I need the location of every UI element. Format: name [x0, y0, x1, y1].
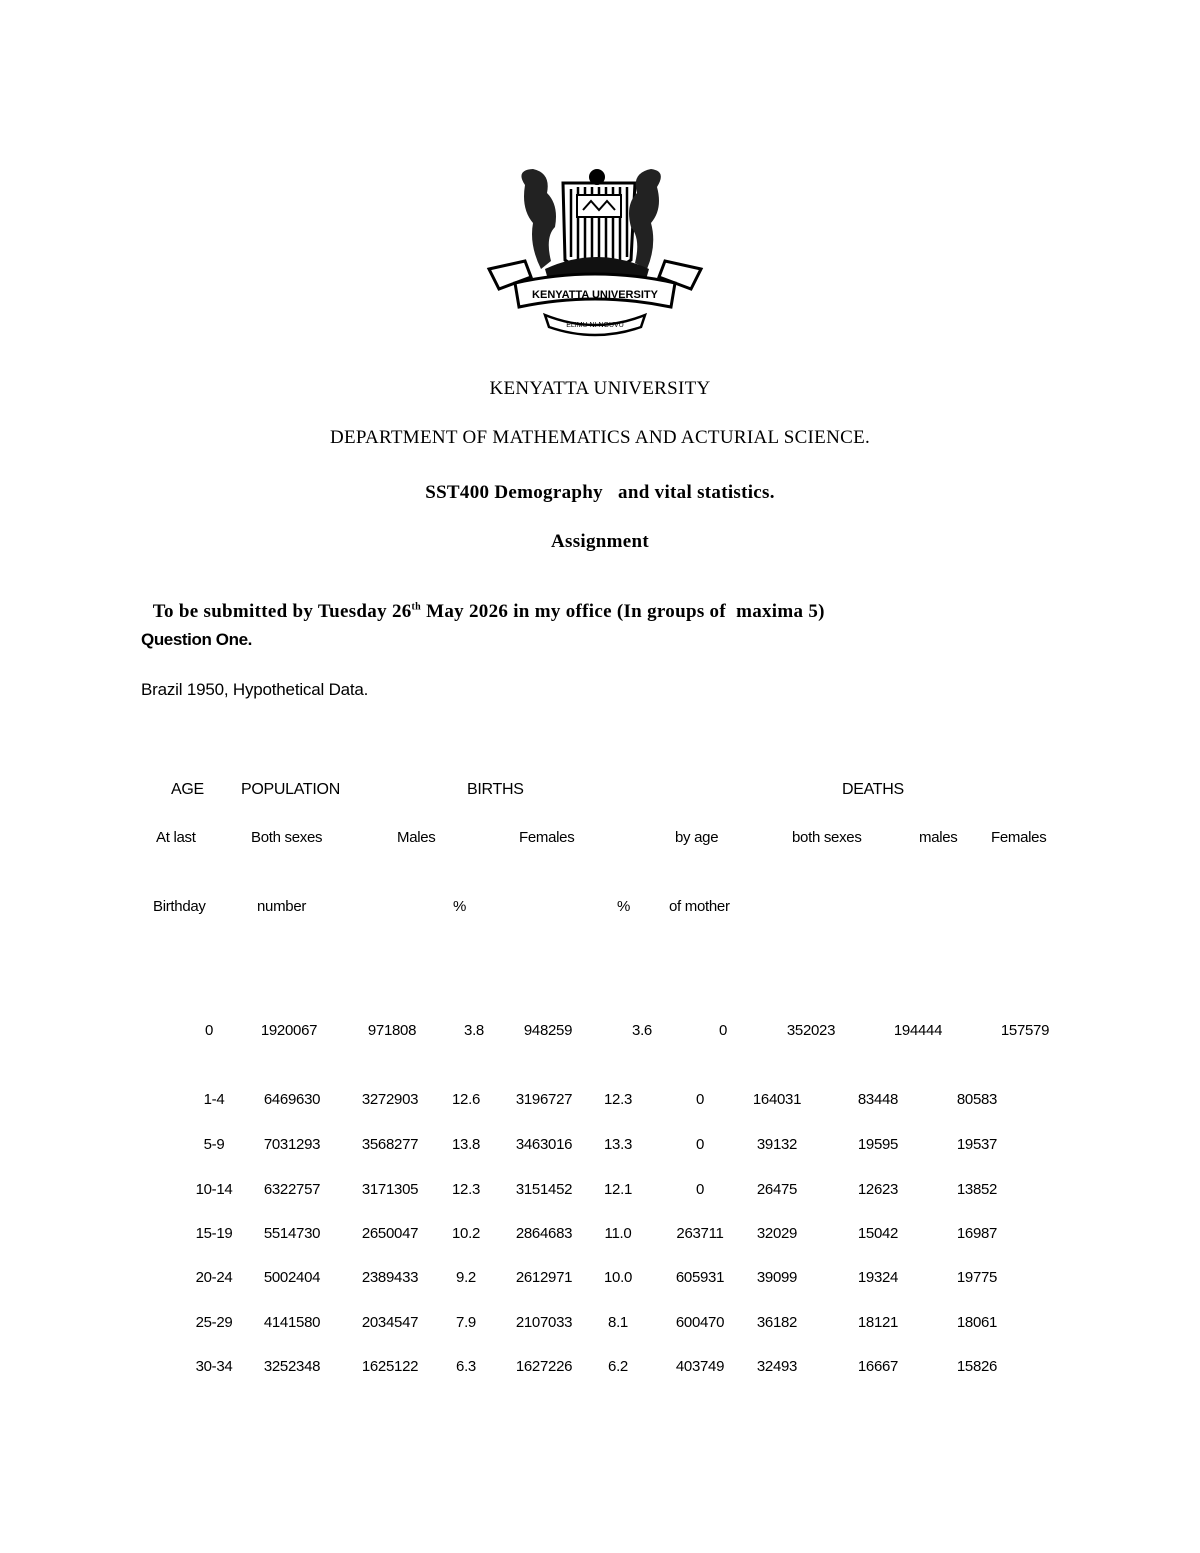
cell-births-by-age-of-mother: 0: [695, 1091, 705, 1108]
cell-births-by-age-of-mother: 263711: [676, 1225, 724, 1242]
cell-population-both-sexes: 6469630: [263, 1091, 321, 1108]
cell-population-both-sexes: 3252348: [263, 1358, 321, 1375]
subheader-male-percent: %: [453, 898, 467, 915]
cell-births-males: 971808: [367, 1022, 417, 1039]
cell-deaths-males: 12623: [857, 1181, 899, 1198]
cell-births-females: 2612971: [515, 1269, 573, 1286]
cell-births-females-percent: 10.0: [604, 1269, 632, 1286]
cell-age: 1-4: [203, 1091, 225, 1108]
subheader-females: Females: [519, 829, 575, 846]
cell-age: 30-34: [195, 1358, 233, 1375]
cell-deaths-both-sexes: 32029: [756, 1225, 798, 1242]
cell-age: 20-24: [195, 1269, 233, 1286]
cell-population-both-sexes: 5002404: [263, 1269, 321, 1286]
cell-deaths-both-sexes: 164031: [752, 1091, 802, 1108]
cell-births-females-percent: 6.2: [608, 1358, 628, 1375]
cell-deaths-both-sexes: 36182: [756, 1314, 798, 1331]
cell-age: 10-14: [195, 1181, 233, 1198]
cell-births-males: 3568277: [361, 1136, 419, 1153]
cell-births-by-age-of-mother: 600470: [675, 1314, 725, 1331]
cell-births-males: 3272903: [361, 1091, 419, 1108]
cell-births-males: 2034547: [361, 1314, 419, 1331]
subheader-both-sexes: Both sexes: [251, 829, 323, 846]
cell-deaths-females: 19775: [956, 1269, 998, 1286]
subheader-deaths-both-sexes: both sexes: [792, 829, 862, 846]
subheader-birthday: Birthday: [153, 898, 206, 915]
cell-deaths-females: 80583: [956, 1091, 998, 1108]
cell-deaths-males: 19595: [857, 1136, 899, 1153]
cell-births-by-age-of-mother: 0: [718, 1022, 728, 1039]
cell-deaths-both-sexes: 26475: [756, 1181, 798, 1198]
cell-population-both-sexes: 6322757: [263, 1181, 321, 1198]
cell-births-females-percent: 13.3: [604, 1136, 632, 1153]
cell-deaths-males: 18121: [857, 1314, 899, 1331]
cell-age: 25-29: [195, 1314, 233, 1331]
cell-births-males-percent: 12.3: [452, 1181, 480, 1198]
subheader-by-age: by age: [675, 829, 719, 846]
cell-births-males-percent: 9.2: [456, 1269, 476, 1286]
cell-births-females: 2107033: [515, 1314, 573, 1331]
cell-births-by-age-of-mother: 605931: [675, 1269, 725, 1286]
document-type: Assignment: [550, 531, 649, 552]
cell-births-males-percent: 7.9: [456, 1314, 476, 1331]
deadline-text-start: To be submitted by Tuesday 26: [152, 601, 412, 622]
header-deaths: DEATHS: [842, 781, 904, 798]
cell-births-males: 3171305: [361, 1181, 419, 1198]
cell-deaths-both-sexes: 39099: [756, 1269, 798, 1286]
cell-births-females-percent: 3.6: [632, 1022, 652, 1039]
cell-deaths-females: 18061: [956, 1314, 998, 1331]
cell-population-both-sexes: 4141580: [263, 1314, 321, 1331]
cell-deaths-females: 19537: [956, 1136, 998, 1153]
cell-births-by-age-of-mother: 0: [695, 1136, 705, 1153]
submission-deadline: [143, 579, 825, 623]
cell-age: 0: [204, 1022, 214, 1039]
cell-deaths-females: 15826: [956, 1358, 998, 1375]
cell-births-males-percent: 3.8: [464, 1022, 484, 1039]
cell-births-females: 1627226: [515, 1358, 573, 1375]
cell-births-females: 3463016: [515, 1136, 573, 1153]
cell-births-males-percent: 6.3: [456, 1358, 476, 1375]
cell-deaths-males: 194444: [893, 1022, 943, 1039]
cell-births-females: 3196727: [515, 1091, 573, 1108]
cell-age: 15-19: [195, 1225, 233, 1242]
cell-births-by-age-of-mother: 403749: [675, 1358, 725, 1375]
cell-births-by-age-of-mother: 0: [695, 1181, 705, 1198]
cell-births-females-percent: 12.3: [604, 1091, 632, 1108]
cell-deaths-males: 15042: [857, 1225, 899, 1242]
cell-births-males-percent: 12.6: [452, 1091, 480, 1108]
header-population: POPULATION: [241, 781, 340, 798]
cell-births-males: 1625122: [361, 1358, 419, 1375]
university-name: KENYATTA UNIVERSITY: [489, 378, 711, 399]
subheader-at-last: At last: [156, 829, 196, 846]
cell-births-females: 948259: [523, 1022, 573, 1039]
department-name: DEPARTMENT OF MATHEMATICS AND ACTURIAL SCIENCE.: [329, 427, 871, 448]
seal-motto: ELIMU NI NGUVU: [566, 322, 624, 329]
subheader-deaths-males: males: [919, 829, 958, 846]
cell-population-both-sexes: 1920067: [260, 1022, 318, 1039]
cell-age: 5-9: [203, 1136, 225, 1153]
cell-births-males: 2389433: [361, 1269, 419, 1286]
header-age: AGE: [171, 781, 204, 798]
cell-deaths-both-sexes: 39132: [756, 1136, 798, 1153]
cell-deaths-females: 16987: [956, 1225, 998, 1242]
cell-births-males-percent: 10.2: [452, 1225, 480, 1242]
deadline-superscript: th: [411, 601, 422, 613]
cell-deaths-females: 13852: [956, 1181, 998, 1198]
deadline-text-end: May 2026 in my office (In groups of maxima 5): [421, 601, 825, 622]
cell-deaths-both-sexes: 32493: [756, 1358, 798, 1375]
university-seal: [485, 165, 705, 345]
cell-births-females: 3151452: [515, 1181, 573, 1198]
subheader-deaths-females: Females: [991, 829, 1047, 846]
header-births: BIRTHS: [467, 781, 524, 798]
cell-population-both-sexes: 7031293: [263, 1136, 321, 1153]
cell-deaths-females: 157579: [1000, 1022, 1050, 1039]
subheader-female-percent: %: [617, 898, 631, 915]
cell-deaths-males: 83448: [857, 1091, 899, 1108]
cell-births-females-percent: 8.1: [608, 1314, 628, 1331]
cell-population-both-sexes: 5514730: [263, 1225, 321, 1242]
question-heading: Question One.: [141, 630, 252, 649]
subheader-of-mother: of mother: [669, 898, 730, 915]
cell-births-females: 2864683: [515, 1225, 573, 1242]
cell-births-females-percent: 11.0: [604, 1225, 632, 1242]
seal-banner-text: KENYATTA UNIVERSITY: [532, 289, 658, 301]
cell-births-females-percent: 12.1: [604, 1181, 632, 1198]
cell-births-males: 2650047: [361, 1225, 419, 1242]
course-title: SST400 Demography and vital statistics.: [425, 482, 775, 503]
subheader-males: Males: [397, 829, 436, 846]
question-intro: Brazil 1950, Hypothetical Data.: [141, 680, 369, 699]
cell-births-males-percent: 13.8: [452, 1136, 480, 1153]
cell-deaths-males: 19324: [857, 1269, 899, 1286]
cell-deaths-males: 16667: [857, 1358, 899, 1375]
cell-deaths-both-sexes: 352023: [786, 1022, 836, 1039]
subheader-number: number: [257, 898, 307, 915]
